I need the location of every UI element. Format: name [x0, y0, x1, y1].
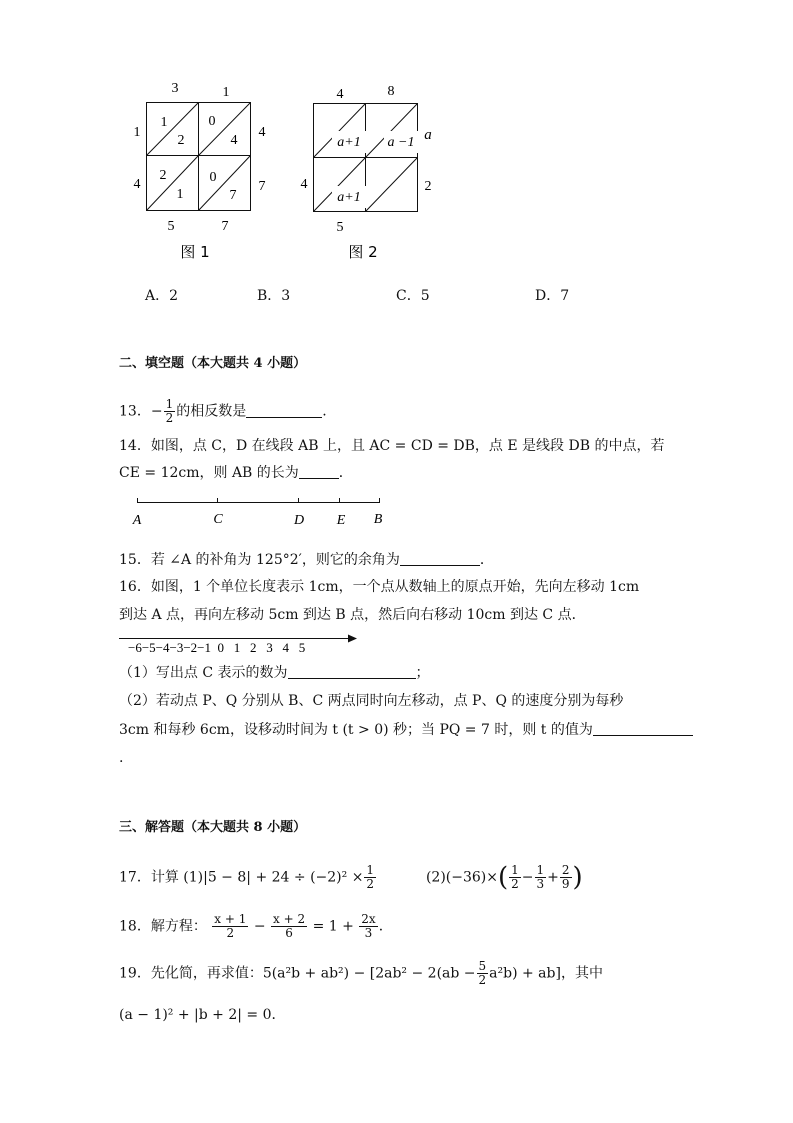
- question-18: [119, 913, 393, 940]
- q17-plus: +: [547, 869, 559, 886]
- q16-sub1-text: （1）写出点 C 表示的数为: [119, 665, 288, 681]
- q17-part1: |5 − 8| + 24 ÷ (−2)² ×: [203, 869, 364, 886]
- fig1-right-label: 7: [258, 179, 266, 194]
- fig1-cell-value: 2: [159, 168, 167, 183]
- fig1-cell-value: 1: [160, 115, 168, 130]
- question-16-line1: 16．如图，1 个单位长度表示 1cm，一个点从数轴上的原点开始，先向左移动 1cm: [119, 579, 640, 595]
- q16-sub1-answer-blank[interactable]: [288, 664, 416, 679]
- question-19-line2: (a − 1)² + |b + 2| = 0．: [119, 1007, 286, 1023]
- q16-axis-labels: −6−5−4−3−2−1 0 1 2 3 4 5: [128, 640, 306, 655]
- fig2-top-label: 8: [387, 84, 395, 99]
- q14-point-label: A: [132, 513, 142, 528]
- fig2-bottom-label: 5: [336, 220, 344, 235]
- fig2-cell-expression: a+1: [337, 190, 361, 205]
- q14-point-label: B: [373, 512, 383, 527]
- q16-sub2-text: 3cm 和每秒 6cm，设移动时间为 t (t > 0) 秒；当 PQ = 7 时，则 t 的值为: [119, 722, 593, 738]
- q15-answer-blank[interactable]: [400, 551, 480, 566]
- fig1-top-label: 3: [171, 81, 179, 96]
- q13-fraction: [164, 398, 176, 425]
- option-a: A．2: [145, 288, 179, 304]
- question-13: 13．− $\frac{1}{2}$ 的相反数是 .: [119, 397, 327, 425]
- q17-fraction-1: $\frac{1}{2}$: [511, 863, 519, 891]
- q14-point-label: C: [213, 512, 223, 527]
- q13-text: 的相反数是: [176, 403, 247, 420]
- q18-fraction-2: $\frac{x + 2}{6}$: [273, 912, 306, 940]
- q18-end: ．: [378, 918, 393, 935]
- fig1-bottom-label: 7: [221, 219, 229, 234]
- fig1-left-label: 1: [133, 125, 141, 140]
- question-14-line1: 14．如图，点 C，D 在线段 AB 上，且 AC = CD = DB，点 E 是线段 DB 的中点，若: [119, 438, 665, 454]
- q13-number: 13．: [119, 403, 151, 420]
- question-17: 17．计算 (1)|5 − 8| + 24 ÷ (−2)² × $\frac{1}{2}$ (2)(−36)×( $\frac{1}{2}$ − $\frac{1}{3}$ + $\frac{2}{9}$ ): [119, 862, 583, 893]
- fig2-cell-expression: a −1: [387, 135, 415, 150]
- fig1-top-label: 1: [222, 85, 230, 100]
- q17-fraction-2: $\frac{1}{3}$: [536, 863, 545, 891]
- q18-fraction-3: $\frac{2x}{3}$: [361, 912, 376, 940]
- fig1-cell-value: 2: [177, 133, 185, 148]
- q18-fraction-1: $\frac{x + 1}{2}$: [214, 912, 247, 940]
- q17-minus: −: [521, 869, 534, 886]
- q13-fraction-denominator: 2: [165, 411, 174, 425]
- q16-sub2-answer-blank[interactable]: [593, 721, 693, 736]
- section-heading-fill-in: 二、填空题（本大题共 4 小题）: [119, 356, 307, 371]
- fig2-top-label: 4: [336, 87, 344, 102]
- q14-answer-blank[interactable]: [299, 464, 339, 479]
- figure-2: [290, 78, 450, 268]
- figure-1: [125, 78, 285, 268]
- q18-equals: = 1 +: [312, 918, 354, 935]
- option-d: D．7: [535, 288, 570, 304]
- fig1-right-label: 4: [258, 125, 266, 140]
- question-14-line2: CE = 12cm，则 AB 的长为 ．: [119, 465, 353, 481]
- q14-line2-text: CE = 12cm，则 AB 的长为: [119, 465, 299, 481]
- fig2-left-label: 4: [300, 177, 308, 192]
- q16-number-line: [119, 628, 364, 656]
- q13-negative-sign: −: [150, 403, 163, 420]
- q17-part2-prefix: (2)(−36)×: [425, 869, 498, 886]
- fig1-caption: 图 1: [180, 243, 210, 261]
- fig2-cell-expression: a+1: [337, 135, 361, 150]
- question-16-sub2-line2: [119, 720, 693, 740]
- q17-fraction-half: $\frac{1}{2}$: [366, 863, 375, 891]
- fig1-cell-value: 7: [229, 188, 237, 203]
- question-16-line2: 到达 A 点，再向左移动 5cm 到达 B 点，然后向右移动 10cm 到达 C 点．: [119, 607, 586, 623]
- question-16-sub1: （1）写出点 C 表示的数为 ；: [119, 665, 430, 681]
- fig1-left-label: 4: [133, 177, 141, 192]
- option-c: C．5: [396, 288, 430, 304]
- question-19-line1: [119, 960, 603, 987]
- q17-fraction-3: $\frac{2}{9}$: [561, 863, 570, 891]
- q15-text: 15．若 ∠A 的补角为 125°2′，则它的余角为: [119, 552, 400, 568]
- q13-answer-blank[interactable]: [246, 403, 322, 418]
- fig1-cell-value: 4: [230, 133, 238, 148]
- fig1-bottom-label: 5: [167, 219, 175, 234]
- fig1-cell-value: 1: [176, 187, 184, 202]
- option-b: B．3: [257, 288, 291, 304]
- q14-point-label: E: [336, 513, 346, 528]
- q19-fraction: $\frac{5}{2}$: [478, 959, 487, 987]
- question-16-sub2-line1: （2）若动点 P、Q 分别从 B、C 两点同时向左移动，点 P、Q 的速度分别为每秒: [119, 693, 624, 709]
- fig1-cell-value: 0: [208, 114, 216, 129]
- question-15: 15．若 ∠A 的补角为 125°2′，则它的余角为 ．: [119, 552, 494, 568]
- q16-trailing-period: .: [119, 750, 124, 766]
- fig2-right-label: a: [424, 127, 432, 143]
- q18-minus: −: [253, 918, 266, 935]
- q13-fraction-numerator: 1: [165, 397, 174, 411]
- q19-line1-part-a: 19．先化简，再求值：5(a²b + ab²) − [2ab² − 2(ab −: [119, 965, 476, 982]
- fig2-caption: 图 2: [348, 243, 378, 261]
- q17-prefix: 17．计算 (1): [119, 869, 204, 886]
- q14-point-label: D: [293, 513, 305, 528]
- section-heading-solve: 三、解答题（本大题共 8 小题）: [119, 820, 307, 835]
- q18-prefix: 18．解方程：: [119, 918, 207, 935]
- fig1-cell-value: 0: [209, 170, 217, 185]
- q14-segment-diagram: [128, 494, 398, 528]
- fig2-right-label: 2: [424, 179, 432, 194]
- q19-line1-part-b: a²b) + ab]，其中: [489, 965, 603, 982]
